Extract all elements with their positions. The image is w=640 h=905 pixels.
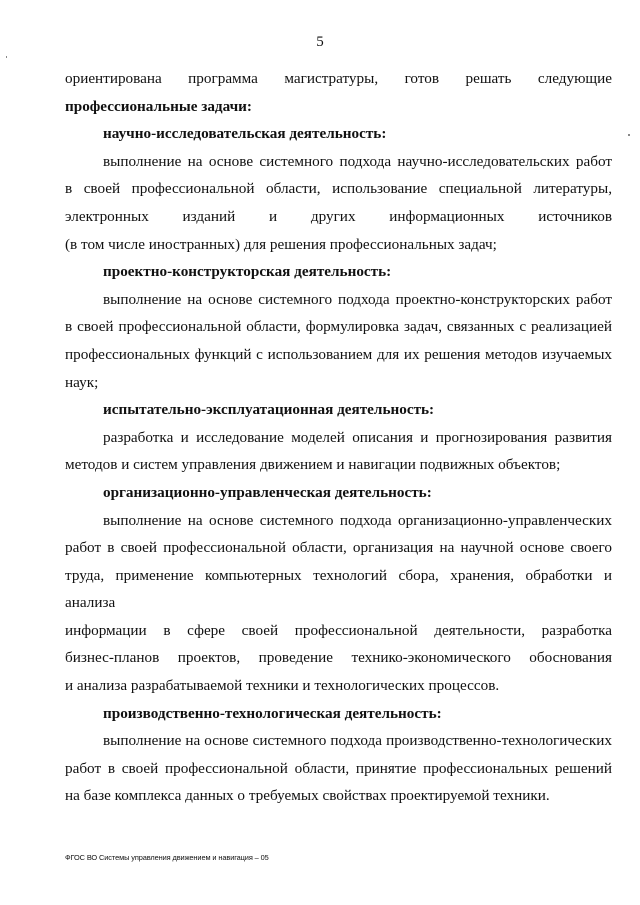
paragraph-line: электронных изданий и других информационных источников	[65, 207, 612, 225]
paragraph-line: выполнение на основе системного подхода организационно-управленческих	[103, 511, 612, 529]
paragraph-line: бизнес-планов проектов, проведение технико-экономического обоснования	[65, 649, 612, 667]
document-body	[65, 65, 612, 810]
paragraph-line: в своей профессиональной области, использование специальной литературы,	[65, 180, 612, 198]
paragraph-line: в своей профессиональной области, формулировка задач, связанных с реализацией	[65, 318, 612, 336]
scan-mark	[628, 134, 630, 136]
paragraph-line: ориентирована программа магистратуры, готов решать следующие	[65, 70, 612, 87]
section-heading: организационно-управленческая деятельность:	[103, 483, 432, 501]
paragraph-line: труда, применение компьютерных технологий сбора, хранения, обработки и анализа	[65, 566, 612, 612]
paragraph-line: методов и систем управления движением и навигации подвижных объектов;	[65, 456, 561, 474]
paragraph-line: наук;	[65, 373, 99, 391]
paragraph-line: работ в своей профессиональной области, организация на научной основе своего	[65, 539, 612, 557]
paragraph-line: выполнение на основе системного подхода производственно-технологических	[103, 732, 612, 750]
paragraph-line: профессиональных функций с использованием для их решения методов изучаемых	[65, 345, 612, 363]
paragraph-line: разработка и исследование моделей описания и прогнозирования развития	[103, 428, 612, 446]
page-number: 5	[316, 34, 324, 50]
paragraph-line: и анализа разрабатываемой техники и технологических процессов.	[65, 677, 500, 695]
paragraph-line: информации в сфере своей профессиональной деятельности, разработка	[65, 621, 612, 639]
paragraph-line: работ в своей профессиональной области, принятие профессиональных решений	[65, 759, 612, 777]
bold-heading: профессиональные задачи:	[65, 97, 252, 115]
section-heading: производственно-технологическая деятельность:	[103, 704, 442, 722]
scan-mark	[6, 56, 7, 58]
paragraph-line: выполнение на основе системного подхода проектно-конструкторских работ	[103, 290, 612, 308]
footer-text: ФГОС ВО Системы управления движением и навигация – 05	[65, 853, 269, 862]
section-heading: проектно-конструкторская деятельность:	[103, 263, 392, 281]
paragraph-line: (в том числе иностранных) для решения профессиональных задач;	[65, 235, 497, 253]
section-heading: испытательно-эксплуатационная деятельность:	[103, 401, 435, 419]
section-heading: научно-исследовательская деятельность:	[103, 125, 387, 143]
paragraph-line: выполнение на основе системного подхода научно-исследовательских работ	[103, 152, 612, 170]
paragraph-line: на базе комплекса данных о требуемых свойствах проектируемой техники.	[65, 787, 550, 805]
